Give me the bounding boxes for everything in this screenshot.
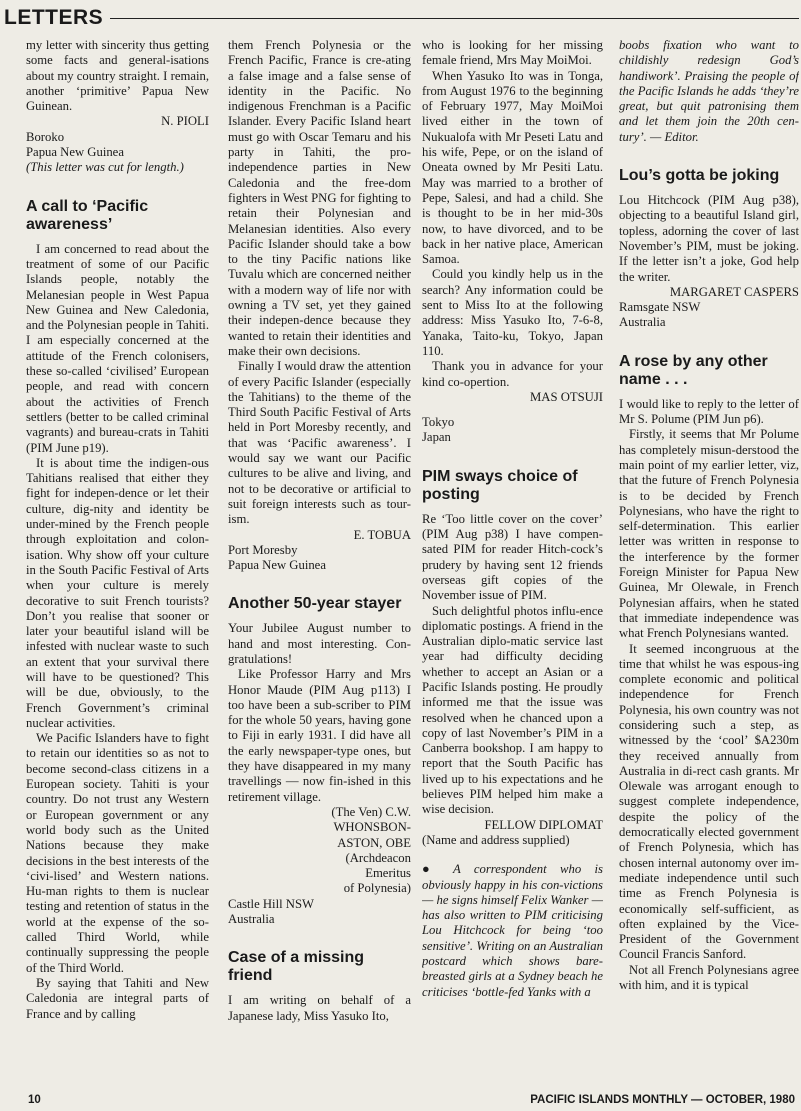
- letter-heading: A rose by any other name . . .: [619, 352, 768, 388]
- letter-signature: (The Ven) C.W.: [331, 804, 411, 819]
- letter-text: I am concerned to read about the treatment of some of our Pacific Islands people, notably the Melanesian people in West Papua New Guinea and New Caledonia, and the Polynesian people in Tahiti. I am especially concerned at the attitude of the French colonisers, these so-called ‘civilised’ European people, and read with concern about the activities of French settlers (better to be called criminal vagrants) and bureau-crats in Tahiti (PIM June p19).: [26, 241, 209, 455]
- letter-heading: A call to ‘Pacific awareness’: [26, 197, 149, 233]
- letter-location: Australia: [228, 912, 275, 927]
- letter-heading: PIM sways choice of posting: [422, 467, 578, 503]
- letter-text: We Pacific Islanders have to fight to retain our identities so as not to become second-class citizens in a European society. Tahiti is your country. Do not trust any Western or European government or any world body such as the United Nations because they make decisions in the best interests of the ‘civi-lised’ and Western nations. Hu-man rights to them is nuclear testing and retention of status in the world at the expense of the so-called Third World, while continually suppressing the people of the Third World.: [26, 731, 209, 975]
- letter-signature: N. PIOLI: [161, 114, 209, 129]
- letter-text: Firstly, it seems that Mr Polume has completely misun-derstood the main point of my earlier letter, viz, that the future of French Polynesia is to be decided by French Polynesians, who have the right to self-determination. This earlier letter was written in response to the interference by the former Foreign Minister for Papua New Guinea, Mr Olewale, in French Polynesian affairs, when he stated that immediate independence was what French Polynesians wanted.: [619, 427, 799, 641]
- editor-note-text: A correspondent who is obviously happy in his con-victions — he signs himself Felix Wanker — has also written to PIM criticising Lou Hitchcock for being ‘too sensitive’. Writing on an Australian postcard which shows bare-breasted girls at a Sydney beach he criticises ‘bottle-fed Yanks with a: [422, 862, 603, 999]
- letter-heading: Another 50-year stayer: [228, 595, 402, 613]
- letter-signature: (Archdeacon: [345, 850, 411, 865]
- letter-text: Re ‘Too little cover on the cover’ (PIM Aug p38) I have compen-sated PIM for reader Hitch-cock’s prudery by having sent 12 friends overseas gift copies of the November issue of PIM.: [422, 511, 603, 603]
- letter-location: Papua New Guinea: [228, 558, 326, 573]
- letter-text: Like Professor Harry and Mrs Honor Maude (PIM Aug p113) I too have been a sub-scriber to PIM for the whole 50 years, having gone to Fiji in early 1931. I did have all the early newspaper-type ones, but they have disappeared in my many travellings — now fin-ished in this retirement village.: [228, 667, 411, 804]
- letter-text: By saying that Tahiti and New Caledonia are integral parts of France and by calling: [26, 975, 209, 1021]
- publication-line: PACIFIC ISLANDS MONTHLY — OCTOBER, 1980: [530, 1094, 795, 1106]
- letter-signature: WHONSBON-: [333, 820, 411, 835]
- column-1: [26, 38, 209, 1088]
- bullet-icon: ●: [422, 862, 440, 877]
- letter-signature: MARGARET CASPERS: [669, 284, 799, 299]
- letter-signature: MAS OTSUJI: [530, 389, 603, 404]
- page-header: [0, 6, 801, 34]
- letter-text: When Yasuko Ito was in Tonga, from August 1976 to the beginning of February 1977, May MoiMoi lived either in the town of Nukualofa with Mr Peseti Latu and his wife, Pepe, or on the island of Oneata owned by Mr Pesiti Latu. May was married to a brother of Pepe, Salesi, and had a child. She is thought to be in her mid-30s now, to have divorced, and to be back in her native place, American Samoa.: [422, 68, 603, 267]
- letter-location: Port Moresby: [228, 542, 298, 557]
- letter-text: I am writing on behalf of a Japanese lady, Miss Yasuko Ito,: [228, 993, 411, 1023]
- column-2: [228, 38, 411, 1088]
- letter-signature: E. TOBUA: [353, 527, 411, 542]
- page-number: 10: [28, 1094, 41, 1106]
- letter-signature: ASTON, OBE: [337, 835, 411, 850]
- letter-location: Tokyo: [422, 415, 455, 430]
- letter-heading: Lou’s gotta be joking: [619, 167, 780, 185]
- header-rule: [110, 18, 799, 19]
- letter-location: Papua New Guinea: [26, 145, 124, 160]
- letter-text: who is looking for her missing female friend, Mrs May MoiMoi.: [422, 38, 603, 68]
- letter-text: Not all French Polynesians agree with him, and it is typical: [619, 962, 799, 993]
- letter-location: Ramsgate NSW: [619, 300, 701, 315]
- letter-signature: of Polynesia): [343, 881, 411, 896]
- letter-text: my letter with sincerity thus getting some facts and general-isations about my country straight. I remain, another ‘primitive’ Papua New Guinean.: [26, 38, 209, 114]
- letter-text: I would like to reply to the letter of Mr S. Polume (PIM Jun p6).: [619, 396, 799, 427]
- letter-text: them French Polynesia or the French Pacific, France is cre-ating a false image and a false sense of identity in the Pacific. No indigenous Frenchman is a Pacific Islander. Every Pacific Island heart must go with Oscar Temaru and his party in Tahiti, the pro-independence parties in New Caledonia and the free-dom fighters in West PNG for fighting to retain their Polynesian and Melanesian identities. Also every Pacific Islander should take a bow to the tiny Pacific nations like Tuvalu which are concerned neither with a modern way of life nor with owning a TV set, yet they gained their indepen-dence because they wanted to retain their identities and make their own decisions.: [228, 38, 411, 358]
- letter-location: Boroko: [26, 129, 65, 144]
- section-title: LETTERS: [4, 6, 104, 29]
- letter-signature: FELLOW DIPLOMAT: [484, 817, 603, 832]
- column-3: [422, 38, 603, 1088]
- letter-text: Your Jubilee August number to hand and most interesting. Con-gratulations!: [228, 621, 411, 666]
- letter-text: Could you kindly help us in the search? Any information could be sent to Miss Ito at the following address: Miss Yasuko Ito, 7-6-8, Yanaka, Taito-ku, Tokyo, Japan 110.: [422, 267, 603, 358]
- letter-location: Australia: [619, 315, 666, 330]
- letter-text: It seemed incongruous at the time that whilst he was espous-ing complete economic and political independence for French Polynesia, his own country was not considering such a step, as witnessed by the ‘cool’ $A230m they received annually from Australia in di-rect cash grants. Mr Olewale was arrogant enough to suggest complete independence, despite the policy of the democratically elected government of French Polynesia, which has chosen internal autonomy over im-mediate independence until such time as French Polynesia is economically self-sufficient, as often explained by the Vice-President of the Government Council Francis Sanford.: [619, 641, 799, 962]
- letter-text: It is about time the indigen-ous Tahitians realised that either they fight for indepen-dence or let their culture, dig-nity and identity be under-mined by the French people through exploitation and colon-isation. Why show off your culture in the South Pacific Festival of Arts when your culture is merely decorative to suit French tourists? Don’t you realise that sooner or later your beautiful island will be infested with nuclear waste to such an extent that your survival there will have to be questioned? This will be due, obviously, to the French Government’s criminal nuclear activities.: [26, 455, 209, 730]
- page-footer: [0, 1094, 801, 1110]
- letter-text: Lou Hitchcock (PIM Aug p38), objecting to a beautiful Island girl, topless, adorning the cover of last November’s PIM, must be joking. If the letter isn’t a joke, God help the writer.: [619, 193, 799, 284]
- column-4: [619, 38, 799, 1088]
- editor-note: [422, 862, 603, 1000]
- letter-signature: Emeritus: [365, 866, 411, 881]
- letter-text: Thank you in advance for your kind co-opertion.: [422, 359, 603, 389]
- letter-text: Finally I would draw the attention of every Pacific Islander (especially the Tahitians) to the theme of the Third South Pacific Festival of Arts held in Port Moresby recently, and that was ‘Pacific awareness’. I would say we want our Pacific cultures to be alive and living, and not to be decorative or artificial to suit foreign interests such as tour-ism.: [228, 359, 411, 527]
- letter-location: Castle Hill NSW: [228, 896, 314, 911]
- letter-heading: Case of a missing friend: [228, 949, 365, 985]
- letter-location: Japan: [422, 430, 451, 445]
- letter-location: (Name and address supplied): [422, 832, 570, 847]
- editor-note: (This letter was cut for length.): [26, 160, 184, 175]
- editor-note: boobs fixation who want to childishly redesign God’s handiwork’. Praising the people of the Pacific Islands he adds ‘they’re great, but quit patronising them and let them join the 20th cen-tury’. — Editor.: [619, 38, 799, 144]
- letter-text: Such delightful photos influ-ence diplomatic postings. A friend in the Australian diplo-matic service last year had difficulty deciding whether to accept an Asian or a Pacific Islands posting. He proudly informed me that the issue was resolved when he chanced upon a copy of last November’s PIM in a Canberra bookshop. I am happy to report that the South Pacific has lived up to his expectations and he believes PIM helped him make a wise decision.: [422, 603, 603, 817]
